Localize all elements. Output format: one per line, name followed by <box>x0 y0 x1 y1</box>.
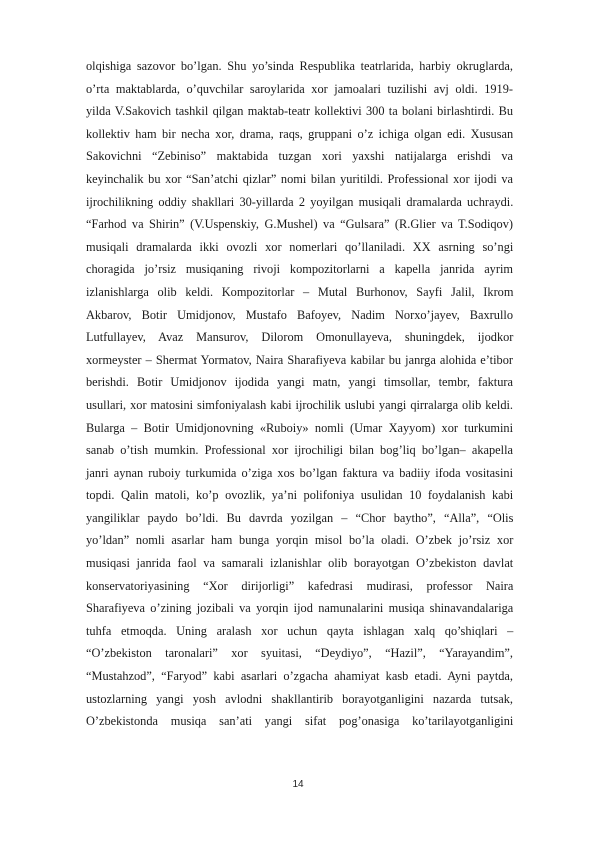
body-paragraph <box>86 55 513 733</box>
text-line: Akbarov, Botir Umidjonov, Mustafo Bafoyev, Nadim Norxo’jayev, Baxrullo <box>86 307 513 322</box>
text-line: xormeyster – Shermat Yormatov, Naira Sharafiyeva kabilar bu janrga alohida e’tibor <box>86 352 513 367</box>
text-line: yangiliklar paydo bo’ldi. Bu davrda yozilgan – “Chor baytho”, “Alla”, “Olis <box>86 510 514 525</box>
text-line: o’rta maktablarda, o’quvchilar saroylarida xor jamoalari tuzilishi avj oldi. 1919- <box>86 81 513 96</box>
text-line: Sakovichni “Zebiniso” maktabida tuzgan xori yaxshi natijalarga erishdi va <box>86 149 513 164</box>
text-line: sanab o’tish mumkin. Professional xor ijrochiligi bilan bog’liq bo’lgan– akapella <box>86 443 513 458</box>
text-line: Sharafiyeva o’zining jozibali va yorqin ijod namunalarini musiqa shinavandalariga <box>86 601 514 616</box>
text-line: usullari, xor matosini simfoniyalash kabi ijrochilik uslubi yangi qirralarga olib keldi. <box>86 397 514 412</box>
text-line: kollektiv ham bir necha xor, drama, raqs, gruppani o’z ichiga olgan edi. Xususan <box>86 126 514 141</box>
text-line: Lutfullayev, Avaz Mansurov, Dilorom Omonullayeva, shuningdek, ijodkor <box>86 330 514 345</box>
text-line: topdi. Qalin matoli, ko’p ovozlik, ya’ni polifoniya usulidan 10 foydalanish kabi <box>86 488 514 503</box>
text-line: olqishiga sazovor bo’lgan. Shu yo’sinda Respublika teatrlarida, harbiy okruglarda, <box>86 59 513 73</box>
text-line: O’zbekistonda musiqa san’ati yangi sifat pog’onasiga ko’tarilayotganligini <box>86 714 514 729</box>
text-line: ustozlarning yangi yosh avlodni shakllantirib borayotganligini nazarda tutsak, <box>86 691 513 706</box>
text-line: “Mustahzod”, “Faryod” kabi asarlari o’zgacha ahamiyat kasb etadi. Ayni paytda, <box>86 669 513 684</box>
text-line: ijrochilikning oddiy shakllari 30-yillarda 2 yoyilgan musiqali dramalarda uchraydi. <box>86 194 514 209</box>
text-line: yo’ldan” nomli asarlar ham bunga yorqin misol bo’la oladi. O’zbek jo’rsiz xor <box>86 533 514 548</box>
text-line: berishdi. Botir Umidjonov ijodida yangi matn, yangi timsollar, tembr, faktura <box>86 375 513 390</box>
page-number: 14 <box>292 779 304 790</box>
text-line: choragida jo’rsiz musiqaning rivoji kompozitorlarni a kapella janrida ayrim <box>86 262 513 277</box>
text-line: musiqali dramalarda ikki ovozli xor nomerlari qo’llaniladi. XX asrning so’ngi <box>86 239 514 254</box>
text-line: yilda V.Sakovich tashkil qilgan maktab-teatr kollektivi 300 ta bolani birlashtirdi. Bu <box>86 104 514 119</box>
text-line: Bularga – Botir Umidjonovning «Ruboiy» nomli (Umar Xayyom) xor turkumini <box>86 420 513 435</box>
text-line: konservatoriyasining “Xor dirijorligi” kafedrasi mudirasi, professor Naira <box>86 578 514 593</box>
text-line: musiqasi janrida faol va samarali izlanishlar olib borayotgan O’zbekiston davlat <box>86 556 514 571</box>
text-line: “Farhod va Shirin” (V.Uspenskiy, G.Mushel) va “Gulsara” (R.Glier va T.Sodiqov) <box>86 217 513 232</box>
text-line: “O’zbekiston taronalari” xor syuitasi, “Deydiyo”, “Hazil”, “Yarayandim”, <box>86 646 513 661</box>
text-line: tuhfa etmoqda. Uning aralash xor uchun qayta ishlagan xalq qo’shiqlari – <box>86 623 514 638</box>
text-line: izlanishlarga olib keldi. Kompozitorlar – Mutal Burhonov, Sayfi Jalil, Ikrom <box>86 284 514 299</box>
text-line: keyinchalik bu xor “San’atchi qizlar” nomi bilan yuritildi. Professional xor ijodi va <box>86 171 513 186</box>
text-line: janri aynan ruboiy turkumida o’ziga xos bo’lgan faktura va badiiy ifoda vositasini <box>86 465 513 480</box>
